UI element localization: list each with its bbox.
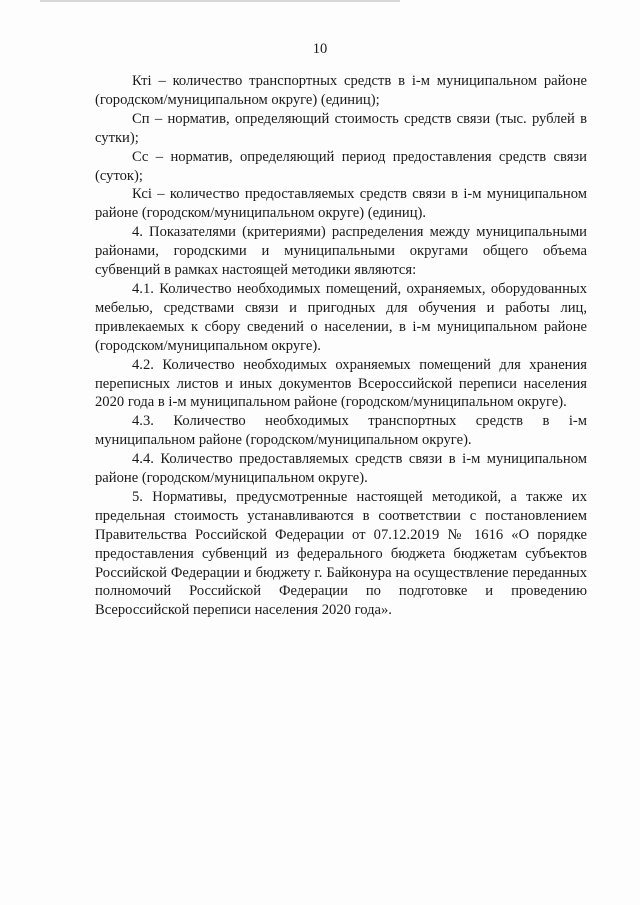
scan-edge-line [40, 0, 400, 2]
paragraph-kti: Ктi – количество транспортных средств в i-м муниципальном районе (городском/муниципальном округе) (единиц); [95, 73, 587, 108]
paragraph-4-2: 4.2. Количество необходимых охраняемых помещений для хранения переписных листов и иных документов Всероссийской переписи населения 2020 года в i-м муниципальном районе (городском/муниципальном округе). [95, 356, 587, 411]
paragraph-4-3: 4.3. Количество необходимых транспортных средств в i-м муниципальном районе (городском/муниципальном округе). [95, 413, 587, 449]
paragraph-sp: Сп – норматив, определяющий стоимость средств связи (тыс. рублей в сутки); [95, 110, 587, 146]
paragraph-4: 4. Показателями (критериями) распределения между муниципальными районами, городскими и муниципальными округами общего объема субвенций в рамках настоящей методики являются: [95, 224, 587, 279]
paragraph-ksi: Ксi – количество предоставляемых средств связи в i-м муниципальном районе (городском/муниципальном округе) (единиц). [95, 186, 587, 222]
paragraph-4-4: 4.4. Количество предоставляемых средств связи в i-м муниципальном районе (городском/муниципальном округе). [95, 451, 587, 487]
page-number: 10 [312, 41, 328, 57]
paragraph-4-1: 4.1. Количество необходимых помещений, охраняемых, оборудованных мебелью, средствами связи и пригодных для обучения и работы лиц, привлекаемых к сбору сведений о населении, в i-м муниципальном районе (городском/муниципальном округе). [95, 280, 587, 354]
paragraph-5: 5. Нормативы, предусмотренные настоящей методикой, а также их предельная стоимость устанавливаются в соответствии с постановлением Правительства Российской Федерации от 07.12.2019 № 1616 «О порядке предоставления субвенций из федерального бюджета бюджетам субъектов Российской Федерации и бюджету г. Байконура на осуществление переданных полномочий Российской Федерации по подготовке и проведению Всероссийской переписи населения 2020 года». [95, 488, 587, 619]
body-text [95, 72, 587, 620]
paragraph-ss: Сс – норматив, определяющий период предоставления средств связи (суток); [95, 148, 587, 184]
